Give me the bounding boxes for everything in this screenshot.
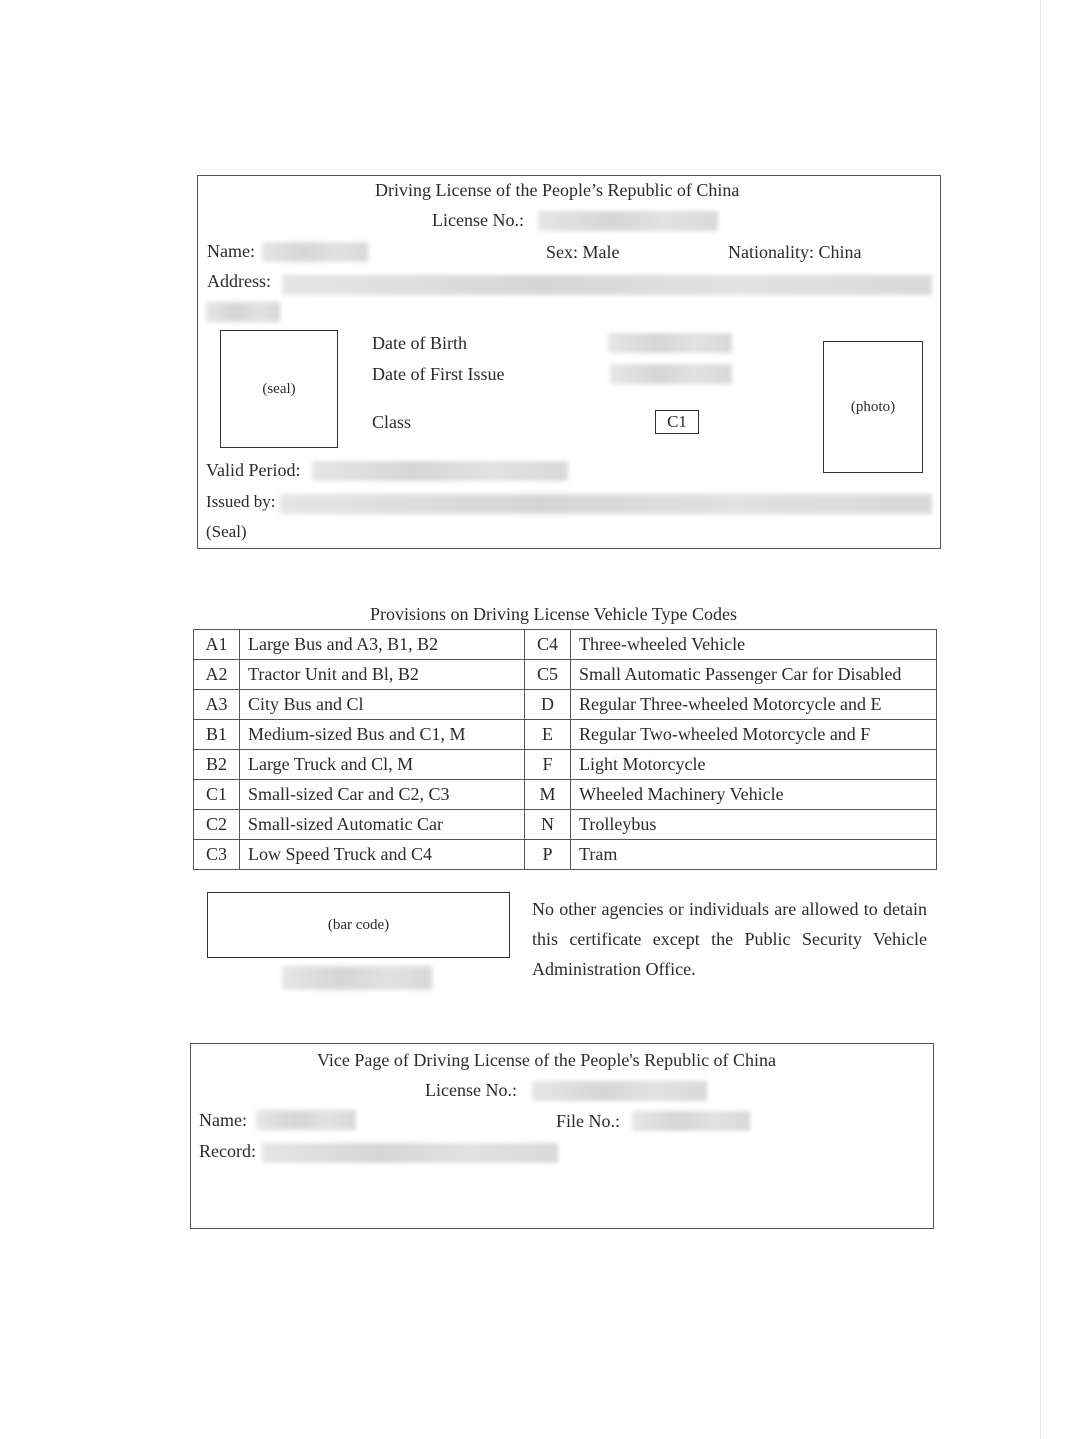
desc-cell: Large Truck and Cl, M xyxy=(240,750,525,780)
desc-cell: Trolleybus xyxy=(571,810,937,840)
desc-cell: Regular Two-wheeled Motorcycle and F xyxy=(571,720,937,750)
name-label: Name: xyxy=(207,241,255,261)
file-no-label: File No.: xyxy=(556,1111,621,1131)
code-cell: A2 xyxy=(194,660,240,690)
nationality-label: Nationality: China xyxy=(728,242,862,262)
class-value: C1 xyxy=(667,412,687,431)
address-redacted-line2 xyxy=(206,302,280,322)
desc-cell: Regular Three-wheeled Motorcycle and E xyxy=(571,690,937,720)
code-cell: B2 xyxy=(194,750,240,780)
barcode-label: (bar code) xyxy=(327,916,390,933)
table-row xyxy=(194,630,937,660)
code-cell: P xyxy=(525,840,571,870)
license-no-label: License No.: xyxy=(432,210,524,230)
desc-cell: Small-sized Car and C2, C3 xyxy=(240,780,525,810)
table-row xyxy=(194,690,937,720)
desc-cell: City Bus and Cl xyxy=(240,690,525,720)
license-no-redacted xyxy=(538,211,718,231)
code-cell: F xyxy=(525,750,571,780)
vice-license-no-redacted xyxy=(532,1081,707,1101)
desc-cell: Light Motorcycle xyxy=(571,750,937,780)
issued-by-redacted xyxy=(280,494,932,514)
issued-by-label: Issued by: xyxy=(206,492,276,511)
photo-box xyxy=(823,341,923,473)
class-value-box xyxy=(655,410,699,434)
code-cell: C2 xyxy=(194,810,240,840)
desc-cell: Tram xyxy=(571,840,937,870)
code-cell: N xyxy=(525,810,571,840)
code-cell: M xyxy=(525,780,571,810)
first-issue-label: Date of First Issue xyxy=(372,364,505,384)
record-label: Record: xyxy=(199,1141,256,1161)
photo-label: (photo) xyxy=(850,398,896,415)
table-row xyxy=(194,840,937,870)
barcode-box xyxy=(207,892,510,958)
code-cell: C1 xyxy=(194,780,240,810)
valid-period-label: Valid Period: xyxy=(206,460,301,480)
desc-cell: Medium-sized Bus and C1, M xyxy=(240,720,525,750)
code-cell: A3 xyxy=(194,690,240,720)
desc-cell: Wheeled Machinery Vehicle xyxy=(571,780,937,810)
dob-redacted xyxy=(608,333,732,353)
code-cell: A1 xyxy=(194,630,240,660)
code-cell: C5 xyxy=(525,660,571,690)
desc-cell: Small Automatic Passenger Car for Disabled xyxy=(571,660,937,690)
license-title: Driving License of the People’s Republic of China xyxy=(375,180,740,200)
first-issue-redacted xyxy=(610,364,732,384)
table-row xyxy=(194,660,937,690)
provisions-title: Provisions on Driving License Vehicle Type Codes xyxy=(370,604,738,624)
table-row xyxy=(194,810,937,840)
code-cell: D xyxy=(525,690,571,720)
seal-box-label: (seal) xyxy=(262,380,296,397)
barcode-number-redacted xyxy=(282,966,432,990)
file-no-redacted xyxy=(632,1111,750,1131)
desc-cell: Small-sized Automatic Car xyxy=(240,810,525,840)
class-label: Class xyxy=(372,412,412,432)
vehicle-codes-table xyxy=(193,629,937,870)
seal-box xyxy=(220,330,338,448)
dob-label: Date of Birth xyxy=(372,333,467,353)
sex-label: Sex: Male xyxy=(546,242,620,262)
vice-name-label: Name: xyxy=(199,1110,247,1130)
desc-cell: Low Speed Truck and C4 xyxy=(240,840,525,870)
table-row xyxy=(194,750,937,780)
vice-page-title: Vice Page of Driving License of the People's Republic of China xyxy=(317,1050,777,1070)
code-cell: C3 xyxy=(194,840,240,870)
record-redacted xyxy=(262,1143,558,1163)
desc-cell: Three-wheeled Vehicle xyxy=(571,630,937,660)
valid-period-redacted xyxy=(312,461,568,481)
page-right-edge xyxy=(1040,0,1041,1439)
vice-name-redacted xyxy=(256,1110,356,1130)
desc-cell: Tractor Unit and Bl, B2 xyxy=(240,660,525,690)
code-cell: B1 xyxy=(194,720,240,750)
address-redacted-line1 xyxy=(282,275,932,295)
address-label: Address: xyxy=(207,271,271,291)
table-row xyxy=(194,720,937,750)
desc-cell: Large Bus and A3, B1, B2 xyxy=(240,630,525,660)
name-redacted xyxy=(262,242,368,262)
vice-license-no-label: License No.: xyxy=(425,1080,517,1100)
code-cell: C4 xyxy=(525,630,571,660)
detention-notice: No other agencies or individuals are allowed to detain this certificate except the Public Security Vehicle Administration Office. xyxy=(532,899,927,979)
code-cell: E xyxy=(525,720,571,750)
seal-label: (Seal) xyxy=(206,522,247,541)
table-row xyxy=(194,780,937,810)
